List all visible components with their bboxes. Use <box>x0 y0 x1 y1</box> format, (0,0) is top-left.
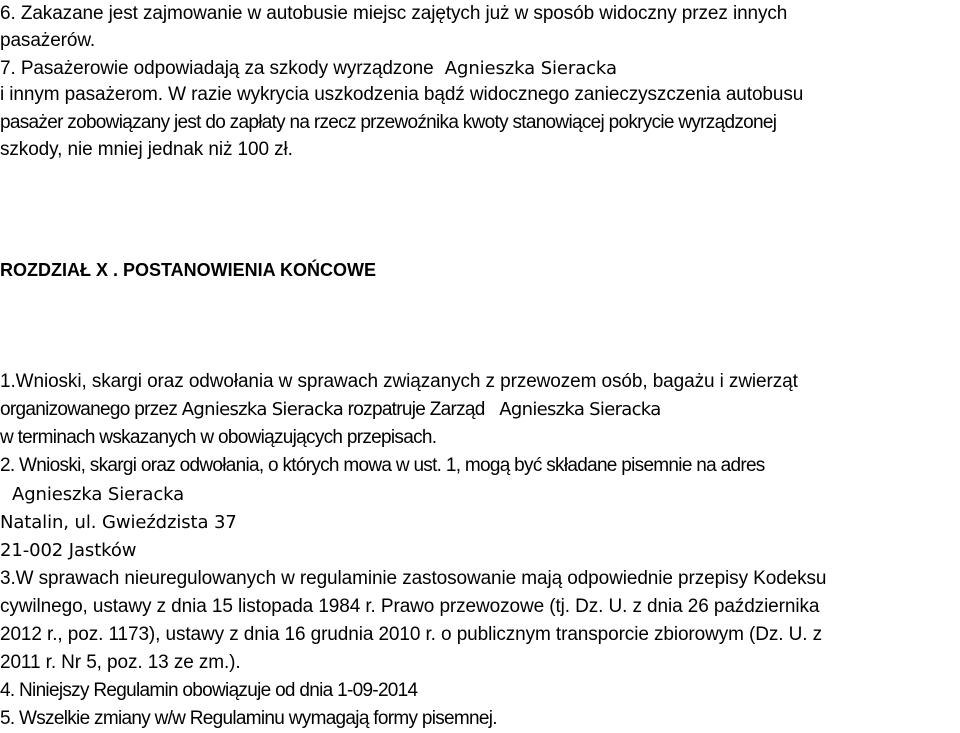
paragraph-1-line-3: w terminach wskazanych w obowiązujących przepisach. <box>0 427 437 448</box>
paragraph-1-text: rozpatruje Zarząd <box>347 399 485 420</box>
section-7-line-4: szkody, nie mniej jednak niż 100 zł. <box>0 139 293 160</box>
chapter-heading: ROZDZIAŁ X . POSTANOWIENIA KOŃCOWE <box>0 260 376 280</box>
paragraph-2-line-1: 2. Wnioski, skargi oraz odwołania, o których mowa w ust. 1, mogą być składane pisemnie na adres <box>0 455 765 476</box>
paragraph-3-line-2: cywilnego, ustawy z dnia 15 listopada 1984 r. Prawo przewozowe (tj. Dz. U. z dnia 26 października <box>0 596 820 617</box>
address-street: Natalin, ul. Gwieździsta 37 <box>0 512 237 533</box>
section-7-text: W razie wykrycia uszkodzenia bądź widocznego zanieczyszczenia autobusu <box>162 84 804 105</box>
paragraph-1-text: organizowanego przez <box>0 399 178 420</box>
section-6-line-1: 6. Zakazane jest zajmowanie w autobusie miejsc zajętych już w sposób widoczny przez innych <box>0 3 788 24</box>
section-7-line-2 <box>0 82 803 108</box>
section-7-text: i innym pasażerom. <box>0 84 163 105</box>
section-7-text: 7. Pasażerowie odpowiadają za szkody wyrządzone <box>0 58 434 79</box>
paragraph-1-line-2 <box>0 397 661 423</box>
company-name: Agnieszka Sieracka <box>444 58 617 79</box>
section-7-line-1 <box>0 56 617 82</box>
paragraph-4-line-1: 4. Niniejszy Regulamin obowiązuje od dnia 1-09-2014 <box>0 680 418 701</box>
company-name: Agnieszka Sieracka <box>499 399 661 420</box>
paragraph-3-line-1: 3.W sprawach nieuregulowanych w regulaminie zastosowanie mają odpowiednie przepisy Kodeksu <box>0 568 827 589</box>
address-postal-code: 21-002 Jastków <box>0 540 137 561</box>
paragraph-3-line-3: 2012 r., poz. 1173), ustawy z dnia 16 grudnia 2010 r. o publicznym transporcie zbiorowym (Dz. U. z <box>0 624 823 645</box>
paragraph-5-line-1: 5. Wszelkie zmiany w/w Regulaminu wymagają formy pisemnej. <box>0 708 497 729</box>
section-6-line-2: pasażerów. <box>0 30 96 51</box>
paragraph-1-line-1: 1.Wnioski, skargi oraz odwołania w sprawach związanych z przewozem osób, bagażu i zwierząt <box>0 371 798 392</box>
paragraph-3-line-4: 2011 r. Nr 5, poz. 13 ze zm.). <box>0 652 241 673</box>
company-name: Agnieszka Sieracka <box>181 399 344 420</box>
section-7-line-3: pasażer zobowiązany jest do zapłaty na rzecz przewoźnika kwoty stanowiącej pokrycie wyrządzonej <box>0 112 777 133</box>
company-name: Agnieszka Sieracka <box>12 484 185 505</box>
